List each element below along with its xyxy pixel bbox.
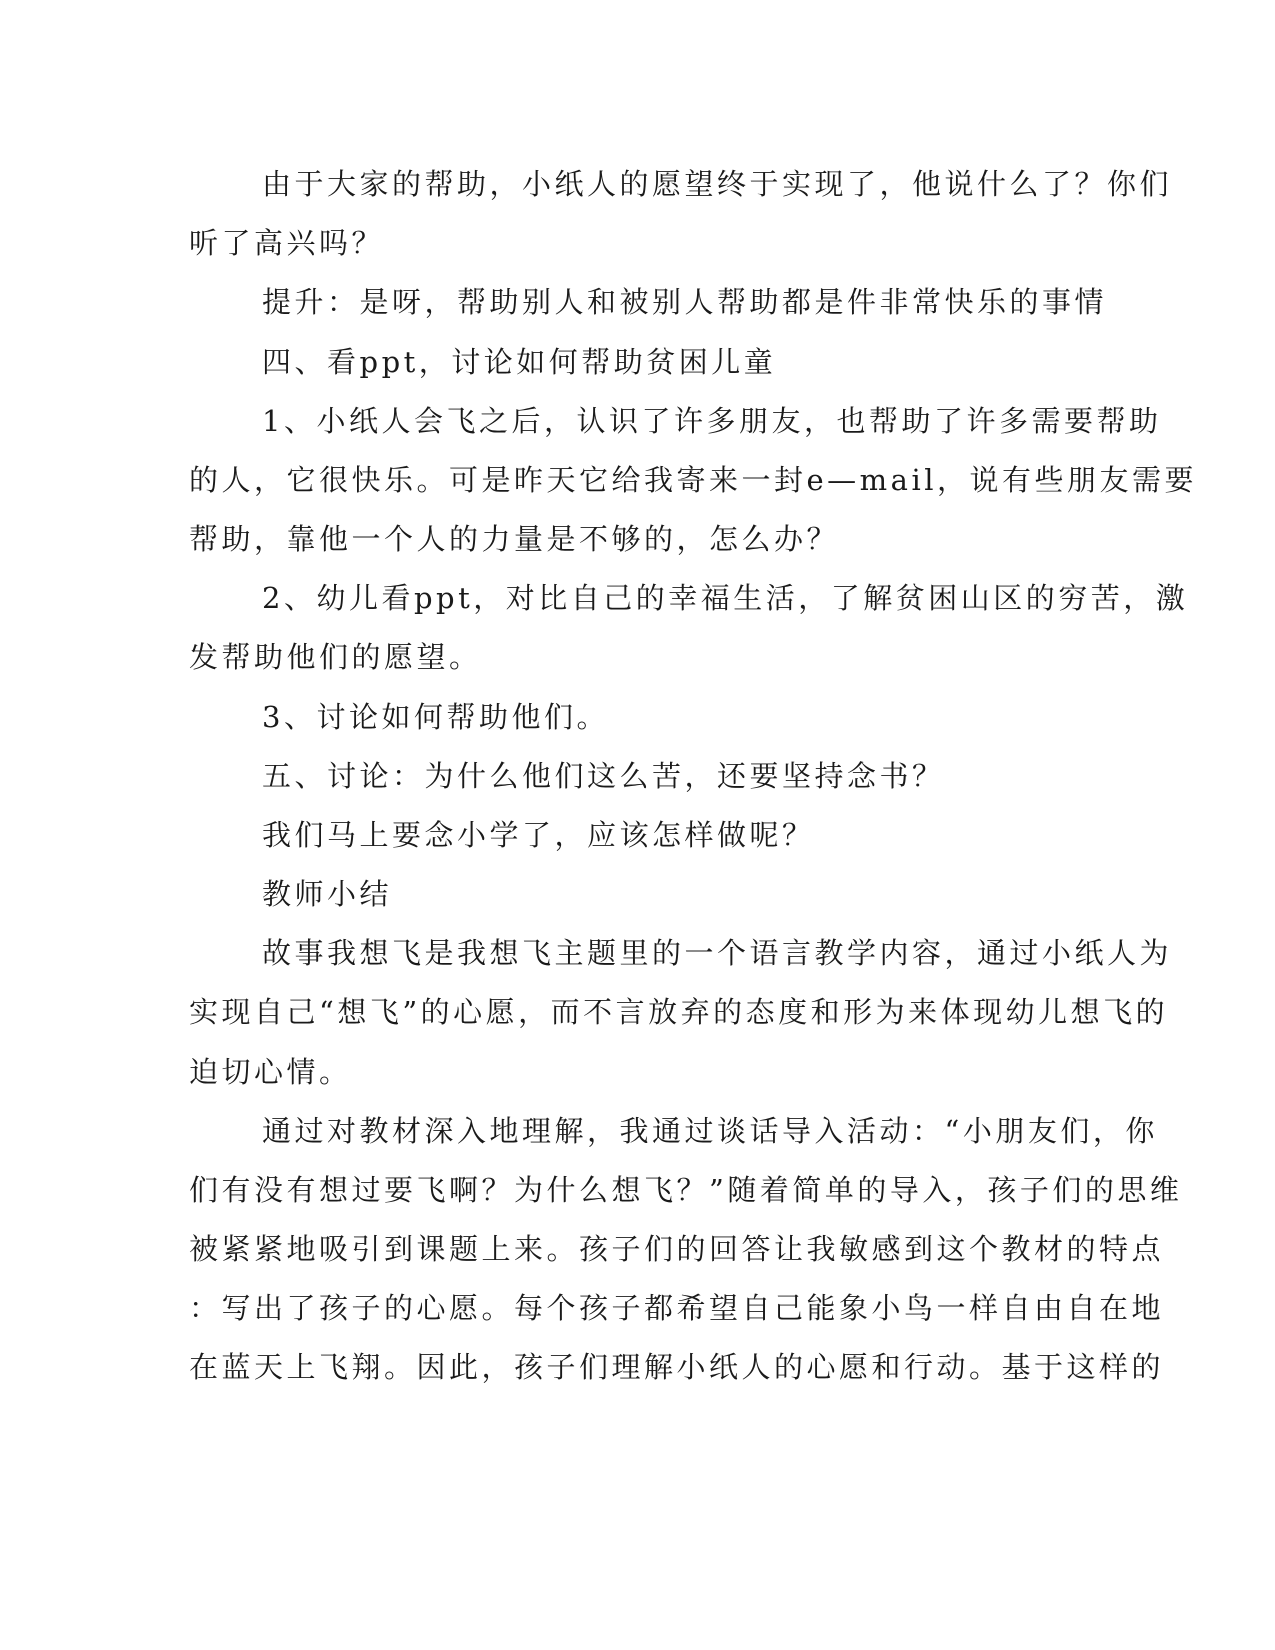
text-line: 迫切心情。 xyxy=(189,1055,352,1089)
text-line: 在蓝天上飞翔。因此，孩子们理解小纸人的心愿和行动。基于这样的 xyxy=(189,1350,1165,1384)
text-line: 四、看ppt，讨论如何帮助贫困儿童 xyxy=(262,345,777,379)
text-line: 由于大家的帮助，小纸人的愿望终于实现了，他说什么了？你们 xyxy=(262,167,1173,201)
text-line: 教师小结 xyxy=(262,877,393,911)
text-line: 五、讨论：为什么他们这么苦，还要坚持念书？ xyxy=(262,759,945,793)
text-line: 3、讨论如何帮助他们。 xyxy=(262,700,609,734)
text-line: 我们马上要念小学了，应该怎样做呢？ xyxy=(262,818,815,852)
text-line: 被紧紧地吸引到课题上来。孩子们的回答让我敏感到这个教材的特点 xyxy=(189,1232,1165,1266)
text-line: 们有没有想过要飞啊？为什么想飞？”随着简单的导入，孩子们的思维 xyxy=(189,1173,1183,1207)
text-line: 2、幼儿看ppt，对比自己的幸福生活，了解贫困山区的穷苦，激 xyxy=(262,581,1189,615)
text-line: 实现自己“想飞”的心愿，而不言放弃的态度和形为来体现幼儿想飞的 xyxy=(189,995,1169,1029)
text-line: 故事我想飞是我想飞主题里的一个语言教学内容，通过小纸人为 xyxy=(262,936,1173,970)
text-line: 1、小纸人会飞之后，认识了许多朋友，也帮助了许多需要帮助 xyxy=(262,404,1162,438)
text-line: 发帮助他们的愿望。 xyxy=(189,640,482,674)
text-line: 通过对教材深入地理解，我通过谈话导入活动：“小朋友们，你 xyxy=(262,1114,1158,1148)
text-line: 提升：是呀，帮助别人和被别人帮助都是件非常快乐的事情 xyxy=(262,285,1108,319)
text-line: 听了高兴吗？ xyxy=(189,226,385,260)
text-line: 帮助，靠他一个人的力量是不够的，怎么办？ xyxy=(189,522,840,556)
text-line: 的人，它很快乐。可是昨天它给我寄来一封e—mail，说有些朋友需要 xyxy=(189,463,1198,497)
text-line: ：写出了孩子的心愿。每个孩子都希望自己能象小鸟一样自由自在地 xyxy=(189,1291,1165,1325)
